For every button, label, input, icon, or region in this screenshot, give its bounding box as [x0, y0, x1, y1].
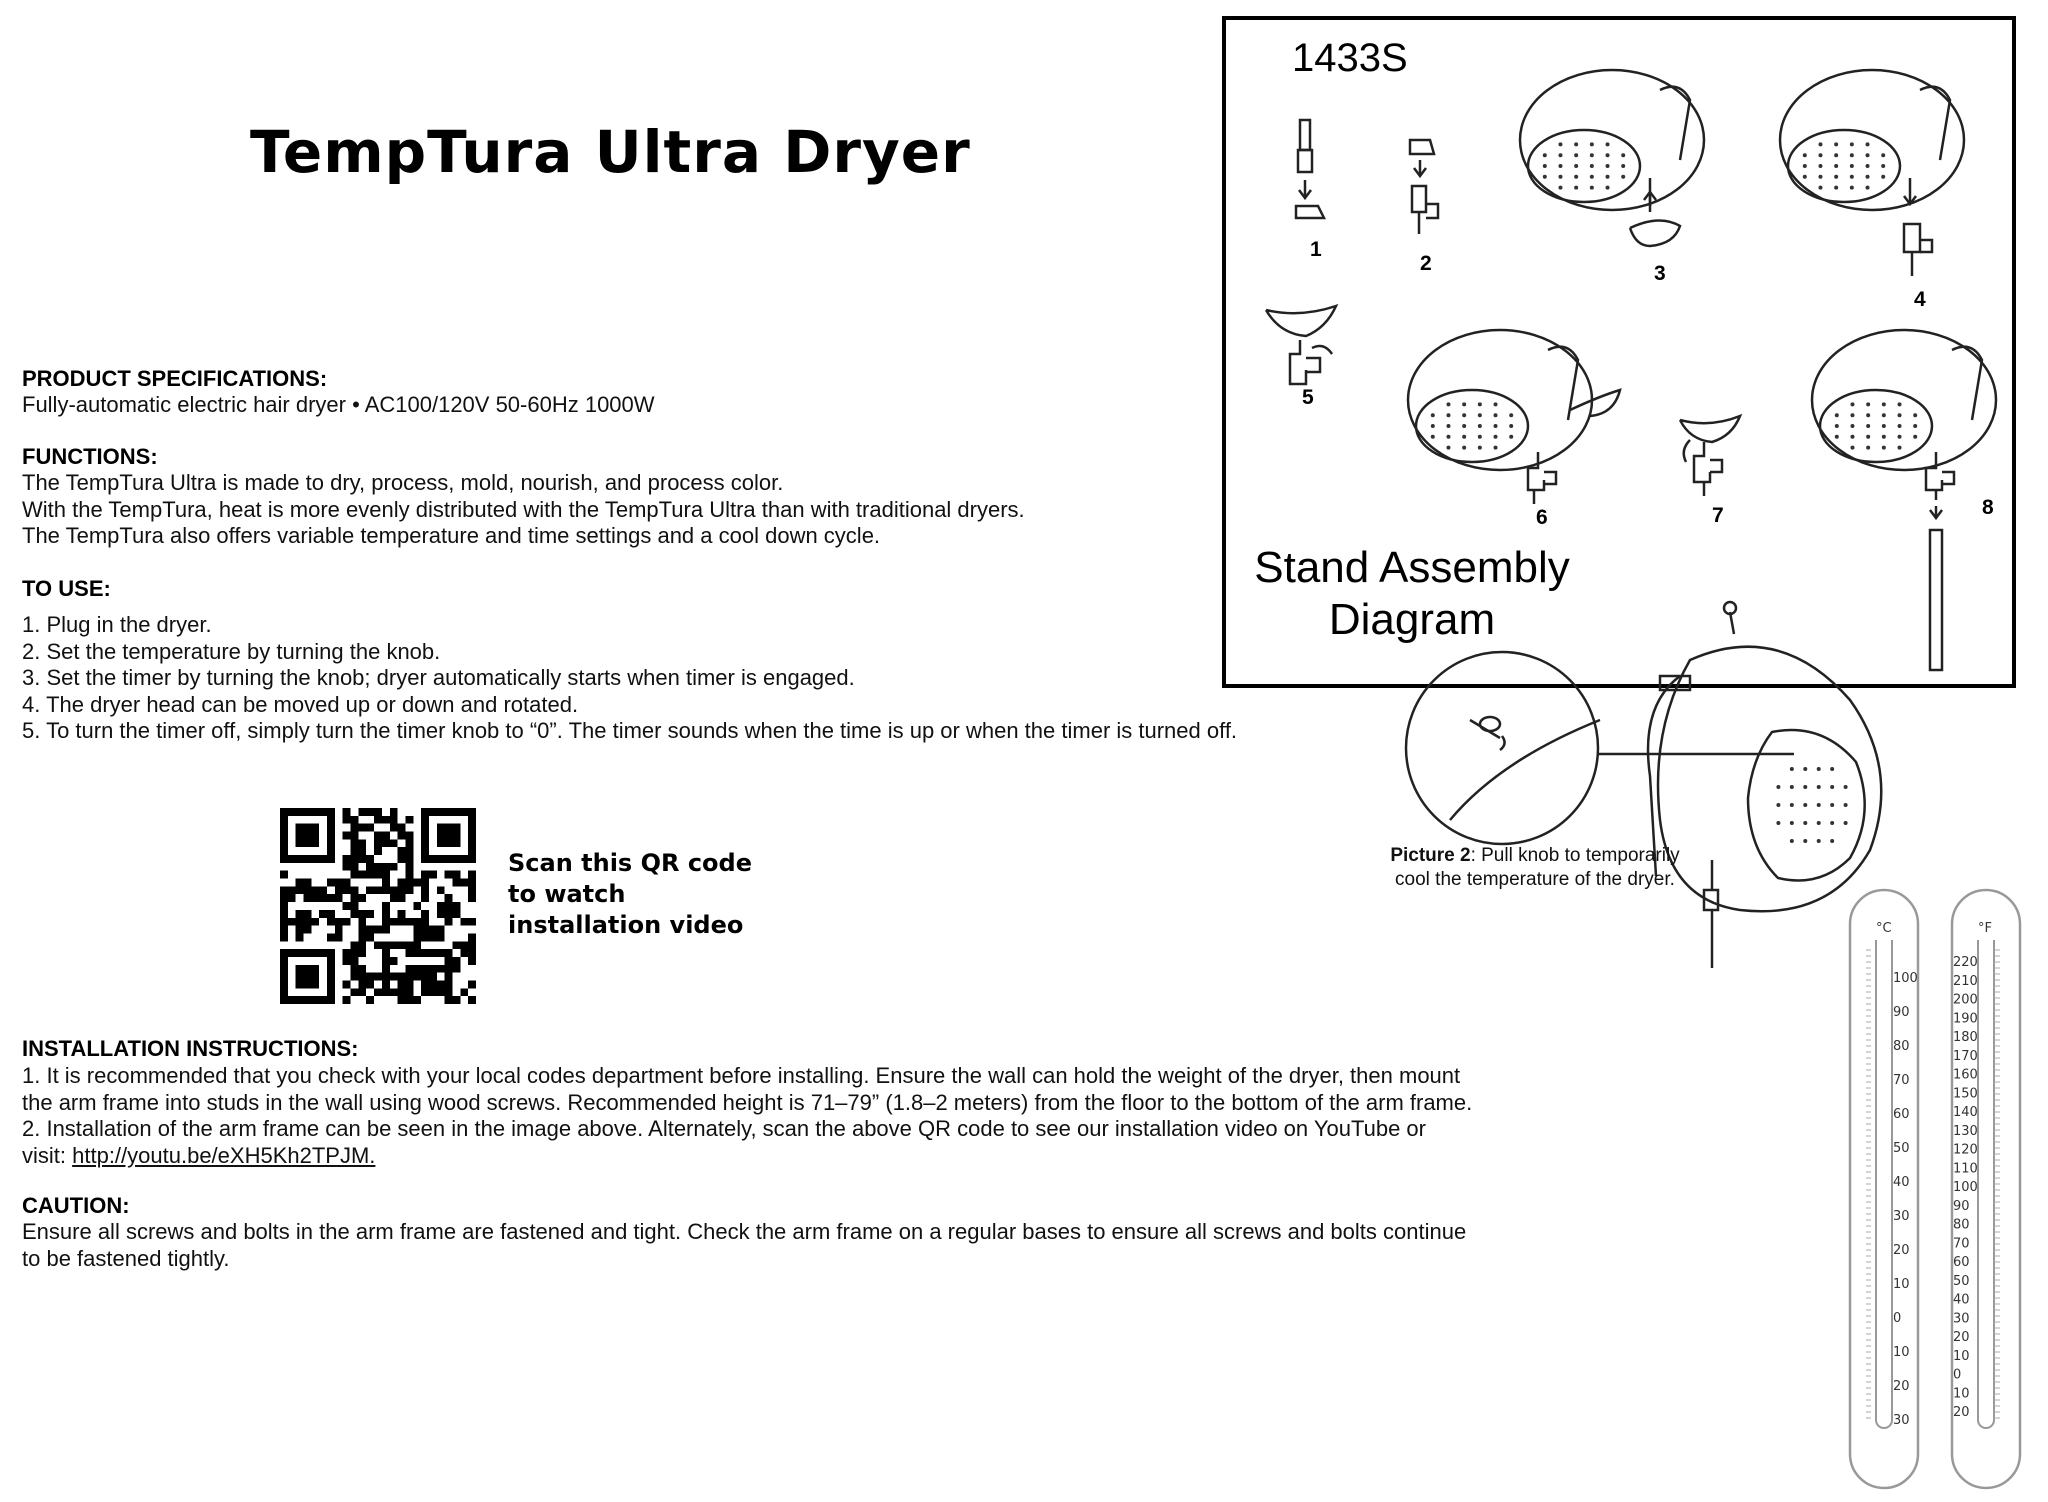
- step-number: 8: [1982, 496, 1994, 519]
- fahrenheit-label: 70: [1953, 1236, 1970, 1252]
- fahrenheit-label: 180: [1953, 1030, 1978, 1045]
- caution-line: Ensure all screws and bolts in the arm frame are fastened and tight. Check the arm frame on a regular bases to ensure all screws and bolts continue: [22, 1219, 1467, 1244]
- celsius-label: 20: [1893, 1379, 1910, 1394]
- fahrenheit-label: 30: [1953, 1311, 1970, 1327]
- functions-heading: FUNCTIONS:: [22, 444, 158, 469]
- celsius-label: 30: [1893, 1209, 1910, 1224]
- to-use-step: 5. To turn the timer off, simply turn the timer knob to “0”. The timer sounds when the time is up or when the timer is turned off.: [22, 718, 1238, 743]
- fahrenheit-label: 50: [1953, 1273, 1970, 1289]
- to-use-heading: TO USE:: [22, 576, 111, 601]
- fahrenheit-unit: °F: [1978, 921, 1992, 936]
- fahrenheit-label: 60: [1953, 1255, 1970, 1270]
- celsius-label: 100: [1893, 971, 1918, 986]
- step-number: 3: [1654, 262, 1666, 285]
- fahrenheit-label: 110: [1953, 1161, 1978, 1177]
- fahrenheit-label: 170: [1953, 1048, 1978, 1064]
- installation-line: 2. Installation of the arm frame can be seen in the image above. Alternately, scan the above QR code to see our installation video on YouTube or: [22, 1116, 1426, 1141]
- celsius-label: 90: [1893, 1005, 1910, 1020]
- picture-2-text: : Pull knob to temporarily: [1470, 845, 1680, 866]
- celsius-label: 60: [1893, 1107, 1910, 1122]
- fahrenheit-label: 120: [1953, 1142, 1978, 1158]
- fahrenheit-label: 100: [1953, 1180, 1978, 1195]
- fahrenheit-label: 220: [1953, 955, 1978, 970]
- to-use-step: 4. The dryer head can be moved up or down and rotated.: [22, 691, 579, 717]
- celsius-label: 70: [1893, 1073, 1910, 1088]
- fahrenheit-label: 40: [1953, 1292, 1970, 1308]
- caution-heading: CAUTION:: [22, 1193, 130, 1218]
- installation-line: the arm frame into studs in the wall using wood screws. Recommended height is 71–79” (1.8–2 meters) from the floor to the bottom of the arm frame.: [22, 1089, 1473, 1115]
- diagram-title-line: Diagram: [1328, 595, 1496, 644]
- picture-2-text-line2: cool the temperature of the dryer.: [1395, 869, 1675, 890]
- step-number: 5: [1302, 386, 1314, 409]
- step-number: 4: [1914, 288, 1926, 311]
- celsius-label: 0: [1893, 1311, 1902, 1326]
- step-number: 1: [1310, 238, 1322, 261]
- step-number: 2: [1420, 252, 1432, 275]
- model-number: 1433S: [1292, 36, 1408, 80]
- picture-2-label: Picture 2: [1390, 845, 1471, 866]
- qr-caption-line: to watch: [508, 880, 626, 908]
- fahrenheit-label: 20: [1953, 1405, 1970, 1420]
- functions-line: The TempTura also offers variable temperature and time settings and a cool down cycle.: [22, 523, 881, 548]
- to-use-step: 2. Set the temperature by turning the knob.: [22, 638, 441, 664]
- fahrenheit-label: 10: [1953, 1386, 1970, 1402]
- step-number: 6: [1536, 506, 1548, 529]
- diagram-title-line: Stand Assembly: [1254, 543, 1570, 592]
- caution-line: to be fastened tightly.: [22, 1245, 230, 1271]
- fahrenheit-label: 160: [1953, 1067, 1978, 1083]
- to-use-step: 3. Set the timer by turning the knob; dryer automatically starts when timer is engaged.: [22, 665, 855, 690]
- fahrenheit-label: 210: [1953, 973, 1978, 989]
- fahrenheit-label: 20: [1953, 1330, 1970, 1345]
- celsius-label: 80: [1893, 1039, 1910, 1054]
- fahrenheit-label: 150: [1953, 1086, 1978, 1102]
- fahrenheit-label: 140: [1953, 1105, 1978, 1120]
- celsius-unit: °C: [1876, 921, 1892, 936]
- fahrenheit-label: 200: [1953, 992, 1978, 1008]
- celsius-label: 40: [1893, 1175, 1910, 1190]
- celsius-label: 10: [1893, 1345, 1910, 1360]
- specifications-heading: PRODUCT SPECIFICATIONS:: [22, 366, 328, 391]
- fahrenheit-label: 10: [1953, 1348, 1970, 1364]
- celsius-label: 30: [1893, 1413, 1910, 1428]
- functions-line: With the TempTura, heat is more evenly distributed with the TempTura Ultra than with traditional dryers.: [22, 496, 1025, 522]
- celsius-label: 10: [1893, 1277, 1910, 1292]
- qr-caption-line: Scan this QR code: [508, 849, 752, 877]
- fahrenheit-label: 130: [1953, 1123, 1978, 1139]
- page-title: TempTura Ultra Dryer: [250, 118, 971, 186]
- fahrenheit-label: 190: [1953, 1011, 1978, 1027]
- fahrenheit-label: 0: [1953, 1367, 1962, 1383]
- to-use-step: 1. Plug in the dryer.: [22, 612, 212, 637]
- step-number: 7: [1712, 504, 1724, 527]
- specifications-text: Fully-automatic electric hair dryer • AC100/120V 50-60Hz 1000W: [22, 392, 655, 417]
- installation-heading: INSTALLATION INSTRUCTIONS:: [22, 1036, 359, 1061]
- celsius-label: 20: [1893, 1243, 1910, 1258]
- visit-prefix: visit:: [22, 1142, 73, 1168]
- celsius-label: 50: [1893, 1141, 1910, 1156]
- fahrenheit-label: 80: [1953, 1217, 1970, 1233]
- youtube-link[interactable]: http://youtu.be/eXH5Kh2TPJM.: [72, 1142, 376, 1168]
- installation-line: 1. It is recommended that you check with your local codes department before installing. Ensure the wall can hold the weight of the dryer, then mount: [22, 1063, 1461, 1088]
- qr-caption-line: installation video: [508, 911, 744, 939]
- functions-line: The TempTura Ultra is made to dry, process, mold, nourish, and process color.: [22, 470, 784, 495]
- fahrenheit-label: 90: [1953, 1198, 1970, 1214]
